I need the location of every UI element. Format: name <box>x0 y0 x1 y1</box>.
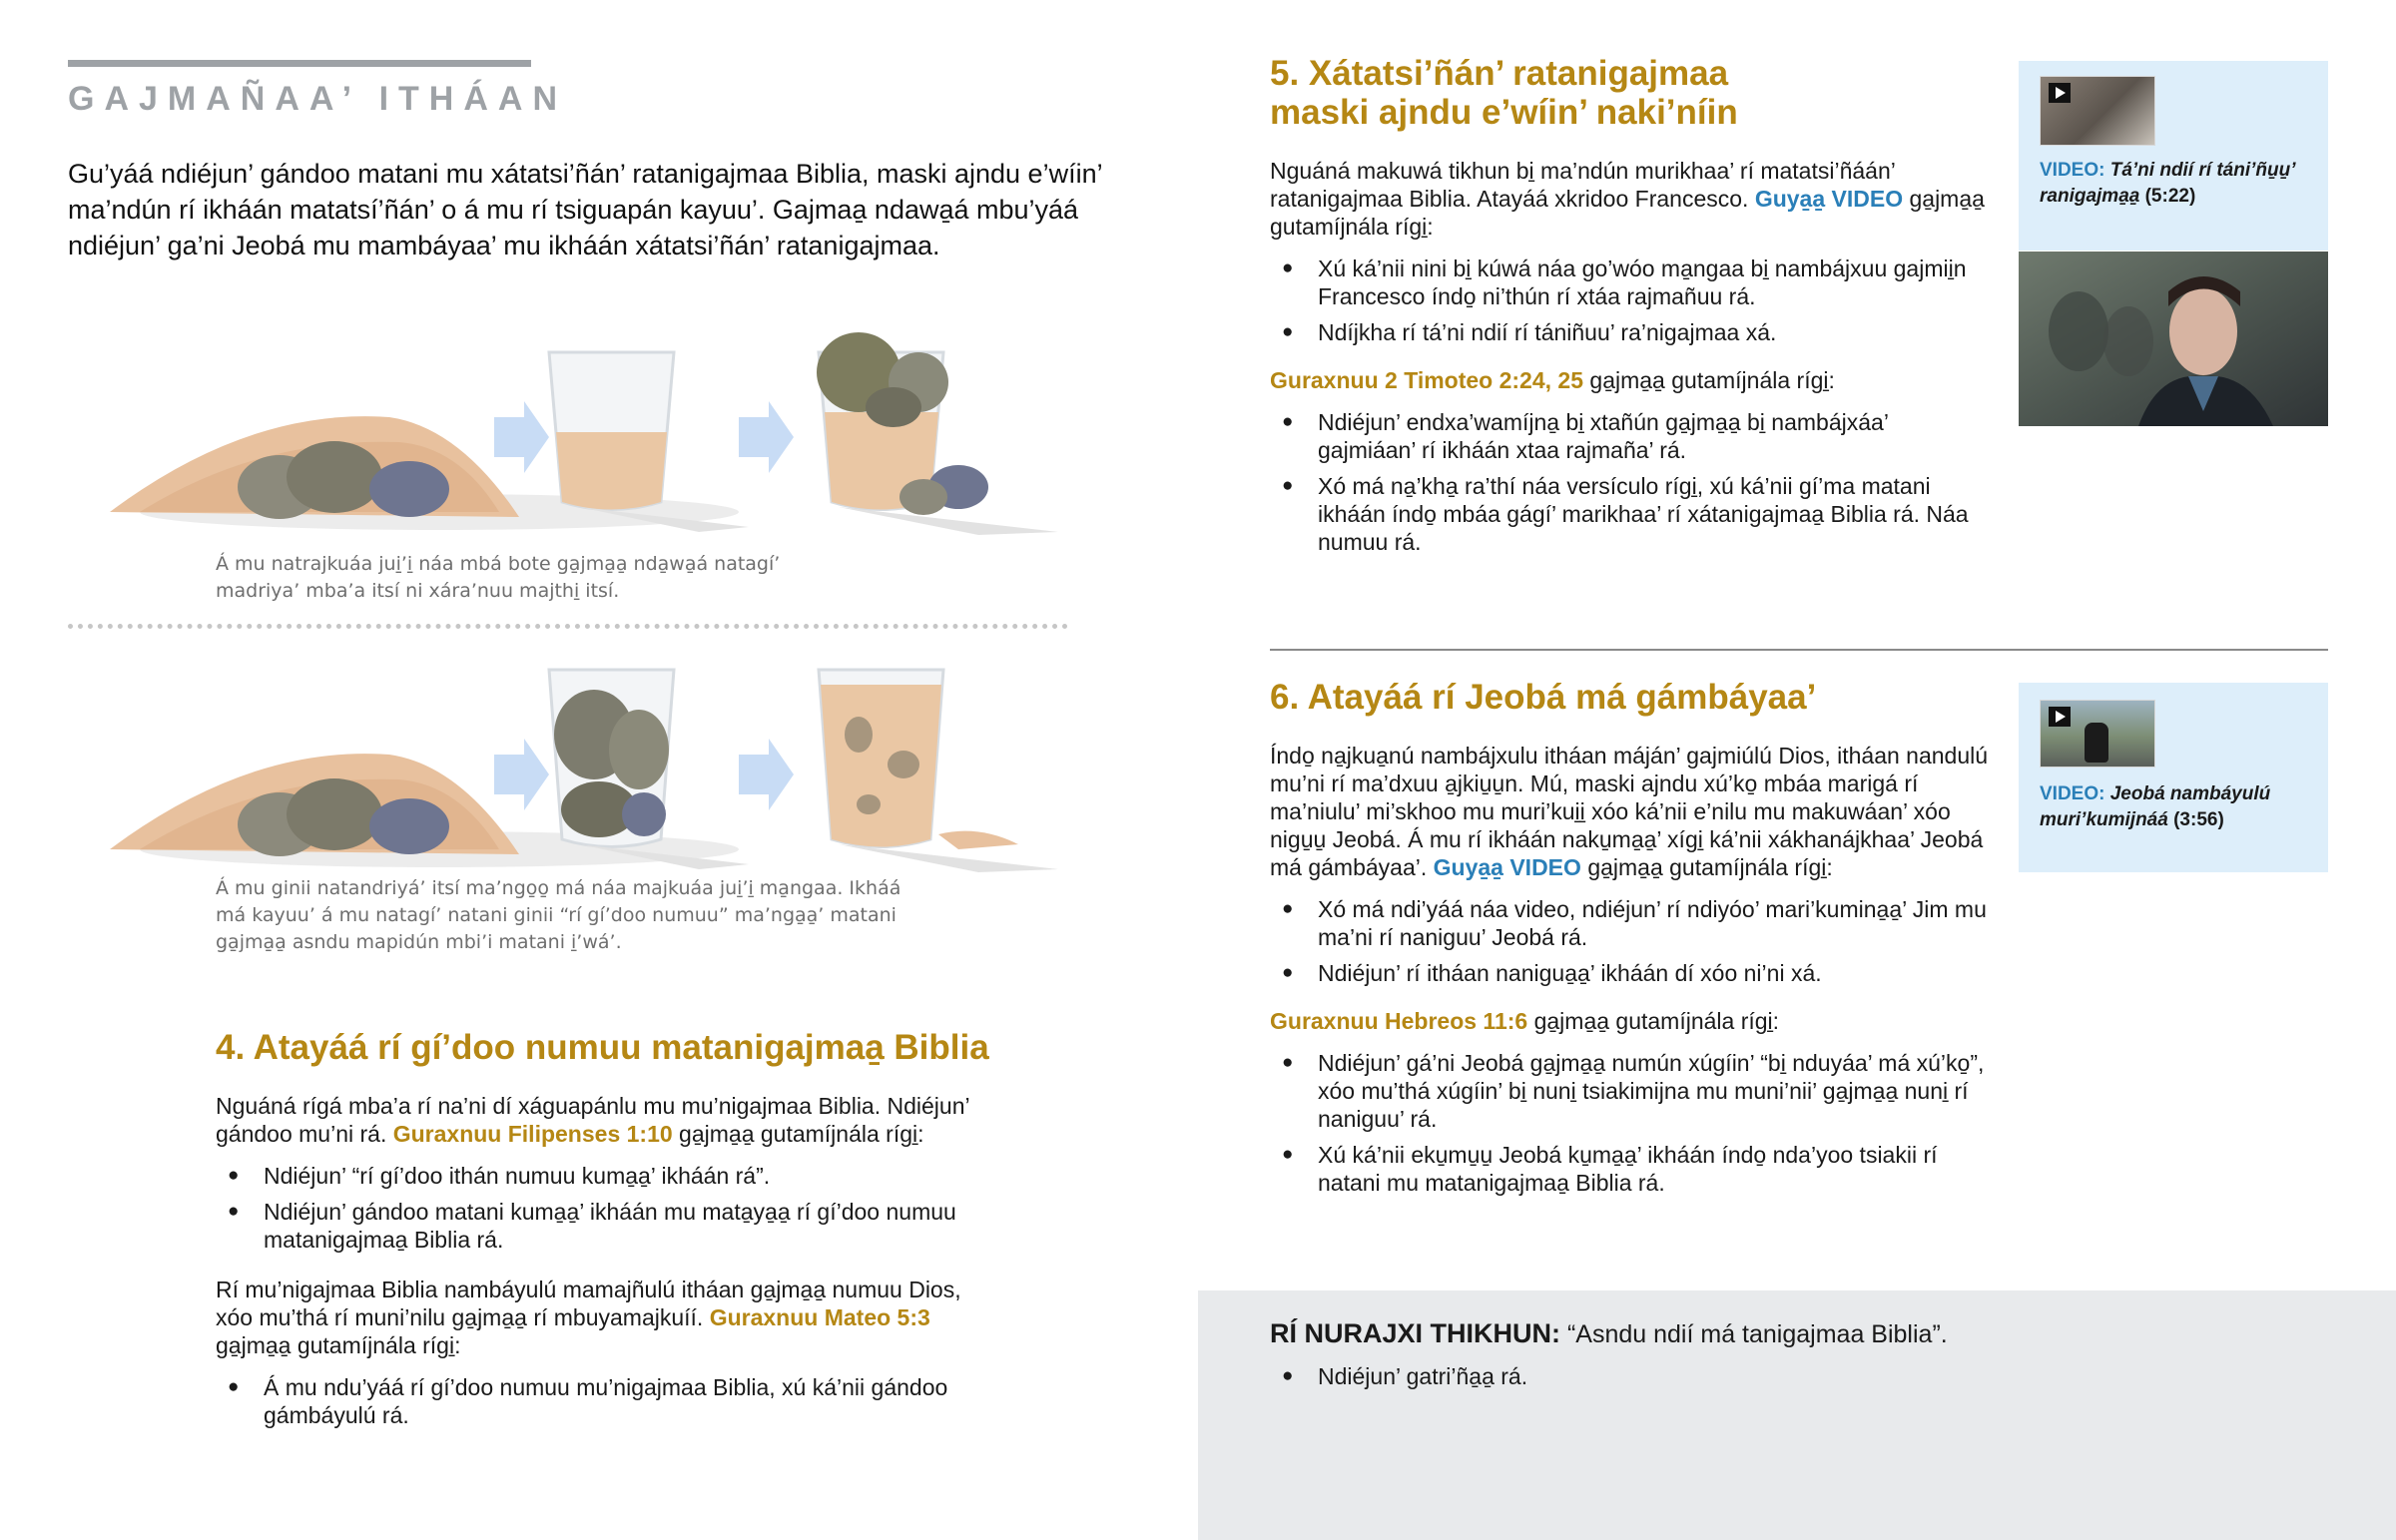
list-item: ● Xó má ndi’yáá náa video, ndiéjun’ rí ndiyóo’ mari’kumina̱a̱’ Jim mu ma’ni rí naniguu’ Jeobá rá. <box>1270 895 1989 951</box>
rock-icon <box>369 461 449 517</box>
section4-bullets-1 <box>216 1162 974 1254</box>
section5-paragraph-1: Nguáná makuwá tikhun bi̱ ma’ndún murikhaa’ rí matatsi’ñáán’ ratanigajmaa Biblia. Atayáá xkridoo Francesco. Guya̱a̱ VIDEO ga̱jma̱a̱ gutamíjnála rígi̱: <box>1270 158 1985 240</box>
section4-bullets-2 <box>216 1373 974 1429</box>
list-item: ● Ndíjkha rí tá’ni ndií rí tániñuu’ ra’nigajmaa xá. <box>1270 318 1989 346</box>
section5-body <box>1270 157 1989 564</box>
illustration-rocks-first <box>100 655 1068 874</box>
arrow-right-icon <box>739 739 794 810</box>
rock-icon <box>866 387 921 427</box>
video-box-1[interactable] <box>2019 61 2328 251</box>
rock-icon <box>369 798 449 854</box>
summary-bullets <box>1270 1362 2348 1398</box>
section5-heading: 5. Xátatsi’ñán’ ratanigajmaa maski ajndu e’wíin’ naki’níin <box>1270 54 1738 132</box>
intro-text: Gu’yáá ndiéjun’ gándoo matani mu xátatsi’ñán’ ratanigajmaa Biblia, maski ajndu e’wíin’ ma’ndún rí ikháán matatsí’ñán’ o á mu rí tsiguapán kayuu’. Gajmaa̱ ndawa̱á mbu’yáá ndiéjun’ ga’ni Jeobá mu mambáyaa’ mu ikháán xátatsi’ñán’ ratanigajmaa. <box>68 159 1102 260</box>
summary-label: RÍ NURAJXI THIKHUN: <box>1270 1318 1561 1348</box>
section5-ref-line: Guraxnuu 2 Timoteo 2:24, 25 ga̱jma̱a̱ gutamíjnála rígi̱: <box>1270 367 1835 393</box>
list-item: ● Xú ká’nii nini bi̱ kúwá náa go’wóo ma̱ngaa bi̱ nambájxuu gajmii̱n Francesco índo̱ ni’thún rí xtáa rajmañuu rá. <box>1270 255 1989 310</box>
section6-ref-line: Guraxnuu Hebreos 11:6 ga̱jma̱a̱ gutamíjnála rígi̱: <box>1270 1008 1780 1034</box>
list-item: ● Xó má na̱’kha̱ ra’thí náa versículo rígi̱, xú ká’nii gí’ma matani ikháán índo̱ mbáa gágí’ marikhaa’ rí xátanigajmaa̱ Biblia rá. Náa numuu rá. <box>1270 472 1989 556</box>
list-item: ● Á mu ndu’yáá rí gí’doo numuu mu’nigajmaa Biblia, xú ká’nii gándoo gámbáyulú rá. <box>216 1373 974 1429</box>
glass-sand <box>556 432 667 510</box>
section5-bullets-2 <box>1270 408 1989 556</box>
rock-icon <box>609 710 669 789</box>
section5-bullets-1 <box>1270 255 1989 346</box>
play-icon[interactable] <box>2049 707 2071 727</box>
scripture-ref-timoteo[interactable]: Guraxnuu 2 Timoteo 2:24, 25 <box>1270 367 1584 393</box>
section4-paragraph-1: Nguáná rígá mba’a rí na’ni dí xáguapánlu mu mu’nigajmaa Biblia. Ndiéjun’ gándoo mu’ni rá. Guraxnuu Filipenses 1:10 ga̱jma̱a̱ gutamíjnála rígi̱: <box>216 1093 969 1147</box>
person-face <box>2169 287 2237 375</box>
section-divider <box>1270 649 2328 651</box>
list-item: ● Ndiéjun’ gá’ni Jeobá ga̱jma̱a̱ numún xúgíin’ “bi̱ nduyáa’ má xú’ko̱”, xóo mu’thá xúgíin’ bi̱ nuni̱ tsiakimijna mu muni’nii’ ga̱jma̱a̱ nuni̱ rí naniguu’ rá. <box>1270 1049 1989 1133</box>
arrow-right-icon <box>494 401 549 473</box>
scripture-ref-filipenses[interactable]: Guraxnuu Filipenses 1:10 <box>392 1121 673 1147</box>
list-item: ● Ndiéjun’ “rí gí’doo ithán numuu kuma̱a̱’ ikháán rá”. <box>216 1162 974 1190</box>
section6-bullets-1 <box>1270 895 1989 987</box>
scripture-ref-hebreos[interactable]: Guraxnuu Hebreos 11:6 <box>1270 1008 1528 1034</box>
list-item: ● Ndiéjun’ gándoo matani kuma̱a̱’ ikháán mu mata̱ya̱a̱ rí gí’doo numuu matanigajmaa̱ Biblia rá. <box>216 1198 974 1254</box>
summary-text: “Asndu ndií má tanigajmaa Biblia”. <box>1566 1320 1948 1348</box>
section6-bullets-2 <box>1270 1049 1989 1197</box>
section6-body <box>1270 742 1989 1205</box>
summary-line <box>1270 1317 2348 1350</box>
section6-paragraph-1: Índo̱ na̱jkua̱nú nambájxulu itháan máján’ gajmiúlú Dios, itháan nandulú mu’ni rí ma’dxuu a̱jkiu̱u̱n. Mú, maski ajndu xú’ko̱ mbáa marigá rí ma’niulu’ mi’skhoo mu muri’kui̱i̱ xóo ká’nii e’nilu mu makuwáan’ xóo nigu̱u̱ Jeobá. Á mu rí ikháán naku̱ma̱a̱’ xígi̱ ká’nii xákhanájkhaa’ Jeobá má gámbáyaa’. Guya̱a̱ VIDEO ga̱jma̱a̱ gutamíjnála rígi̱: <box>1270 743 1989 880</box>
video-still-photo <box>2019 252 2328 426</box>
video-label-1: VIDEO: Tá’ni ndií rí táni’ñu̱u̱’ ranigajma̱a̱ (5:22) <box>2040 160 2295 207</box>
section6-heading: 6. Atayáá rí Jeobá má gámbáyaa’ <box>1270 678 1817 717</box>
arrow-right-icon <box>739 401 794 473</box>
section4-heading: 4. Atayáá rí gí’doo numuu matanigajmaa̱ Biblia <box>216 1028 989 1067</box>
list-item: ● Ndiéjun’ rí itháan nanigua̱a̱’ ikháán dí xóo ni’ni xá. <box>1270 959 1989 987</box>
summary-box <box>1198 1290 2396 1540</box>
motorcycle-icon <box>2085 723 2108 763</box>
list-item: ● Xú ká’nii eku̱mu̱u̱ Jeobá ku̱ma̱a̱’ ikháán índo̱ nda’yoo tsiakii rí natani mu matanigajmaa̱ Biblia rá. <box>1270 1141 1989 1197</box>
rock-icon <box>622 792 666 836</box>
illustration-caption-2: Á mu ginii natandriyá’ itsí ma’ngo̱o̱ má náa majkuáa jui̱’i̱ ma̱ngaa. Ikháá má kayuu’ á mu natagí’ natani ginii “rí gí’doo numuu” ma’nga̱a̱’ matani ga̱jma̱a̱ asndu mapidún mbi’i matani i̱’wá’. <box>216 877 901 953</box>
watch-video-link[interactable]: Guya̱a̱ VIDEO <box>1433 854 1581 880</box>
section4-body <box>216 1092 974 1437</box>
list-item: ● Ndiéjun’ gatri’ña̱a̱ rá. <box>1270 1362 2348 1390</box>
intro-rule <box>68 60 531 67</box>
list-item: ● Ndiéjun’ endxa’wamíjna̱ bi̱ xtañún ga̱jma̱a̱ bi̱ nambájxáa’ gajmiáan’ rí ikháán xtaa rajmaña’ rá. <box>1270 408 1989 464</box>
scripture-ref-mateo[interactable]: Guraxnuu Mateo 5:3 <box>709 1304 930 1330</box>
rock-icon <box>287 441 382 513</box>
video-label-2: VIDEO: Jeobá nambáyulú muri’kumijnáá (3:56) <box>2040 783 2271 830</box>
intro-title: GAJMAÑAA’ ITHÁAN <box>68 80 568 118</box>
rock-icon <box>287 778 382 850</box>
video-box-2[interactable] <box>2019 683 2328 872</box>
watch-video-link[interactable]: Guya̱a̱ VIDEO <box>1754 186 1904 212</box>
illustration-caption-1: Á mu natrajkuáa jui̱’i̱ náa mbá bote ga̱jma̱a̱ nda̱wa̱á natagí’ madriya’ mba’a itsí ni xára’nuu majthi̱ itsí. <box>216 553 781 602</box>
dotted-divider <box>68 624 1068 629</box>
rock-icon <box>899 479 947 515</box>
section4-paragraph-2: Rí mu’nigajmaa Biblia nambáyulú mamajñulú itháan ga̱jma̱a̱ numuu Dios, xóo mu’thá rí muni’nilu ga̱jma̱a̱ rí mbuyamajkuíí. Guraxnuu Mateo 5:3 ga̱jma̱a̱ gutamíjnála rígi̱: <box>216 1277 961 1358</box>
play-icon[interactable] <box>2049 83 2071 103</box>
video-thumbnail-2[interactable] <box>2040 700 2155 768</box>
arrow-right-icon <box>494 739 549 810</box>
illustration-sand-first <box>100 317 1068 537</box>
video-thumbnail-1[interactable] <box>2040 76 2155 146</box>
